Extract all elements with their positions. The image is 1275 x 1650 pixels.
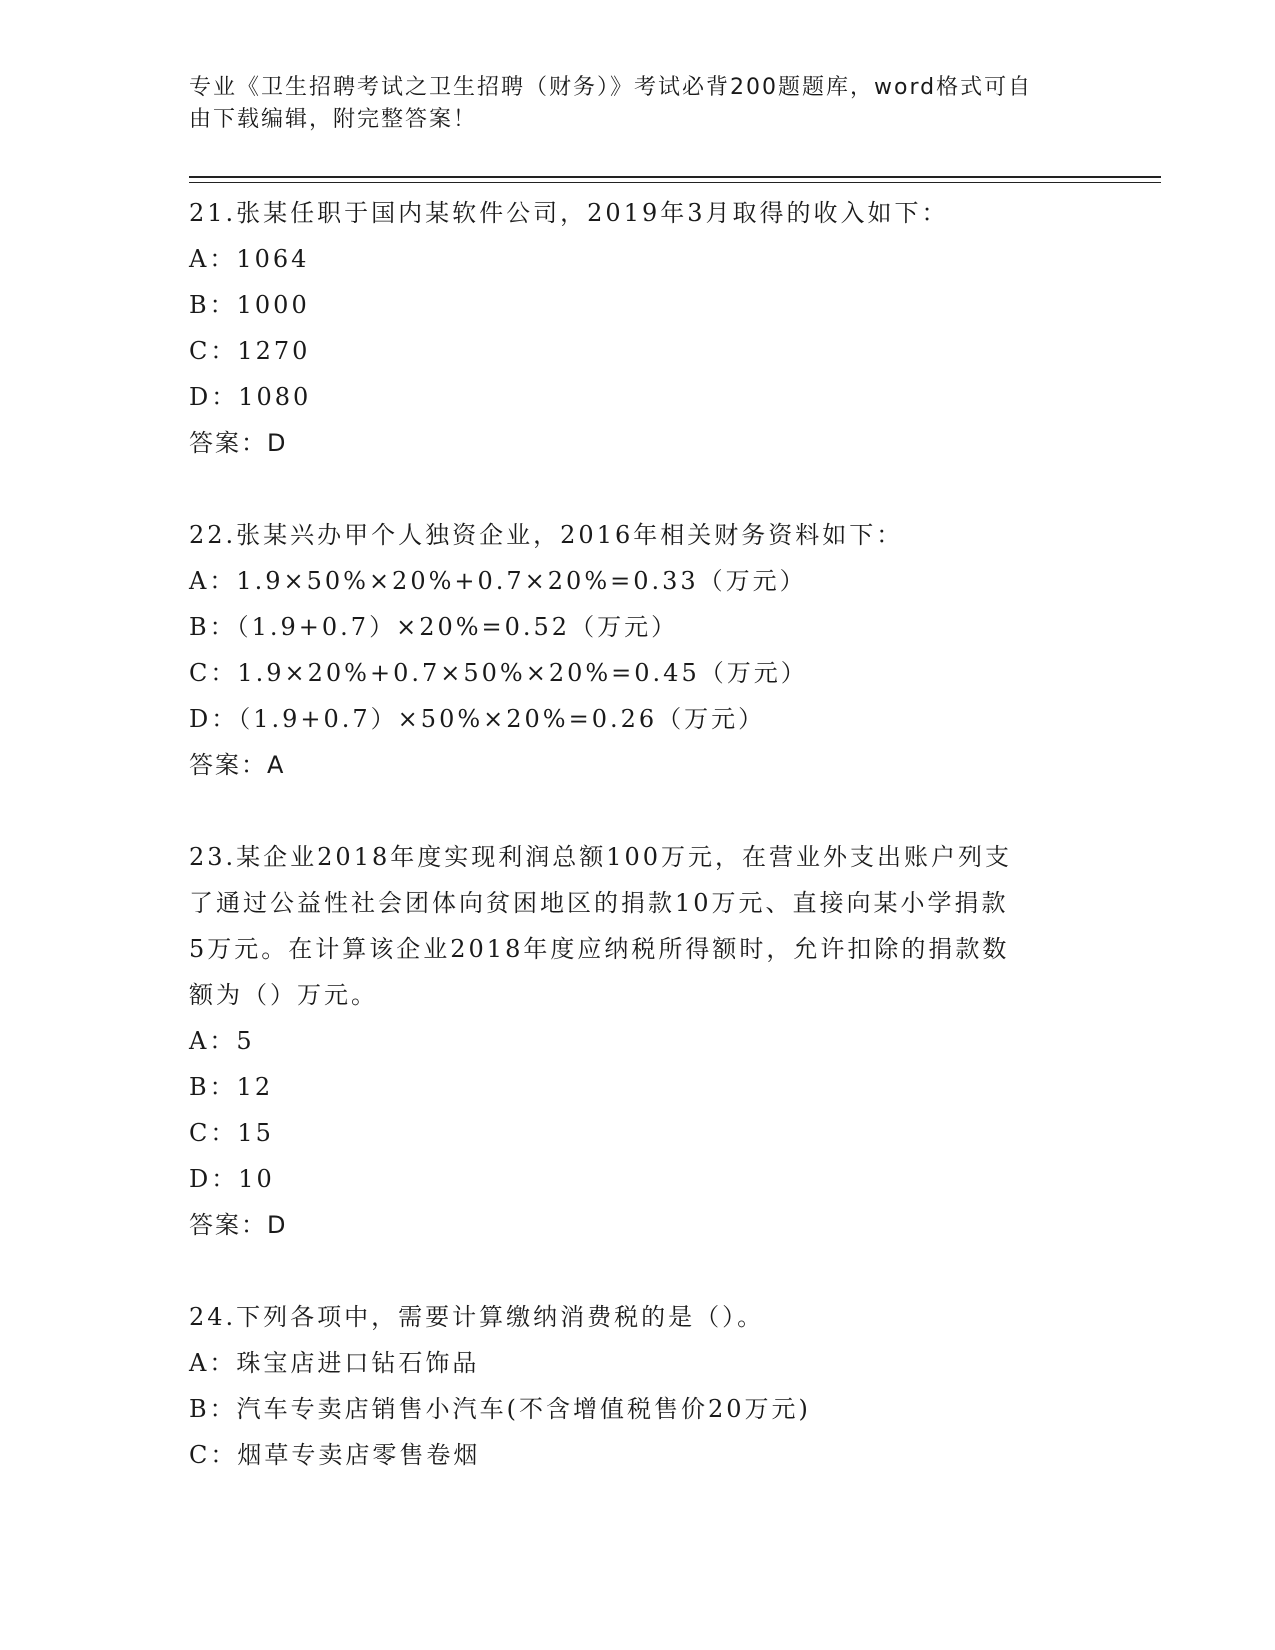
option-c: C：1.9×20%+0.7×50%×20%=0.45（万元） [189,659,808,687]
option-d: D：10 [189,1165,275,1193]
option-b: B：汽车专卖店销售小汽车(不含增值税售价20万元) [189,1395,811,1423]
question-stem-line-2: 了通过公益性社会团体向贫困地区的捐款10万元、直接向某小学捐款 [189,889,1009,917]
question-23 [189,834,1089,1248]
question-stem: 24.下列各项中，需要计算缴纳消费税的是（）。 [189,1303,765,1331]
option-c: C：烟草专卖店零售卷烟 [189,1441,481,1469]
question-stem-line-1: 23.某企业2018年度实现利润总额100万元，在营业外支出账户列支 [189,843,1013,871]
document-header [189,72,1069,136]
header-line-1: 专业《卫生招聘考试之卫生招聘（财务）》考试必背200题题库，word格式可自 [189,75,1033,100]
option-d: D：（1.9+0.7）×50%×20%=0.26（万元） [189,705,766,733]
question-22 [189,512,1089,788]
option-b: B：（1.9+0.7）×20%=0.52（万元） [189,613,679,641]
header-divider [189,176,1161,178]
option-a: A：1064 [189,245,310,273]
option-c: C：15 [189,1119,274,1147]
question-stem-line-3: 5万元。在计算该企业2018年度应纳税所得额时，允许扣除的捐款数 [189,935,1010,963]
header-divider-thin [189,182,1161,183]
option-a: A：1.9×50%×20%+0.7×20%=0.33（万元） [189,567,807,595]
question-stem: 21.张某任职于国内某软件公司，2019年3月取得的收入如下： [189,199,949,227]
answer-line: 答案：A [189,751,286,779]
header-line-2: 由下载编辑，附完整答案！ [189,107,478,132]
answer-line: 答案：D [189,429,288,457]
option-d: D：1080 [189,383,312,411]
question-stem-line-4: 额为（）万元。 [189,981,378,1009]
question-list [189,190,1089,1524]
answer-line: 答案：D [189,1211,288,1239]
option-c: C：1270 [189,337,311,365]
question-21 [189,190,1089,466]
option-a: A：珠宝店进口钻石饰品 [189,1349,480,1377]
option-b: B：1000 [189,291,310,319]
option-b: B：12 [189,1073,274,1101]
question-24 [189,1294,1089,1478]
option-a: A：5 [189,1027,255,1055]
question-stem: 22.张某兴办甲个人独资企业，2016年相关财务资料如下： [189,521,904,549]
